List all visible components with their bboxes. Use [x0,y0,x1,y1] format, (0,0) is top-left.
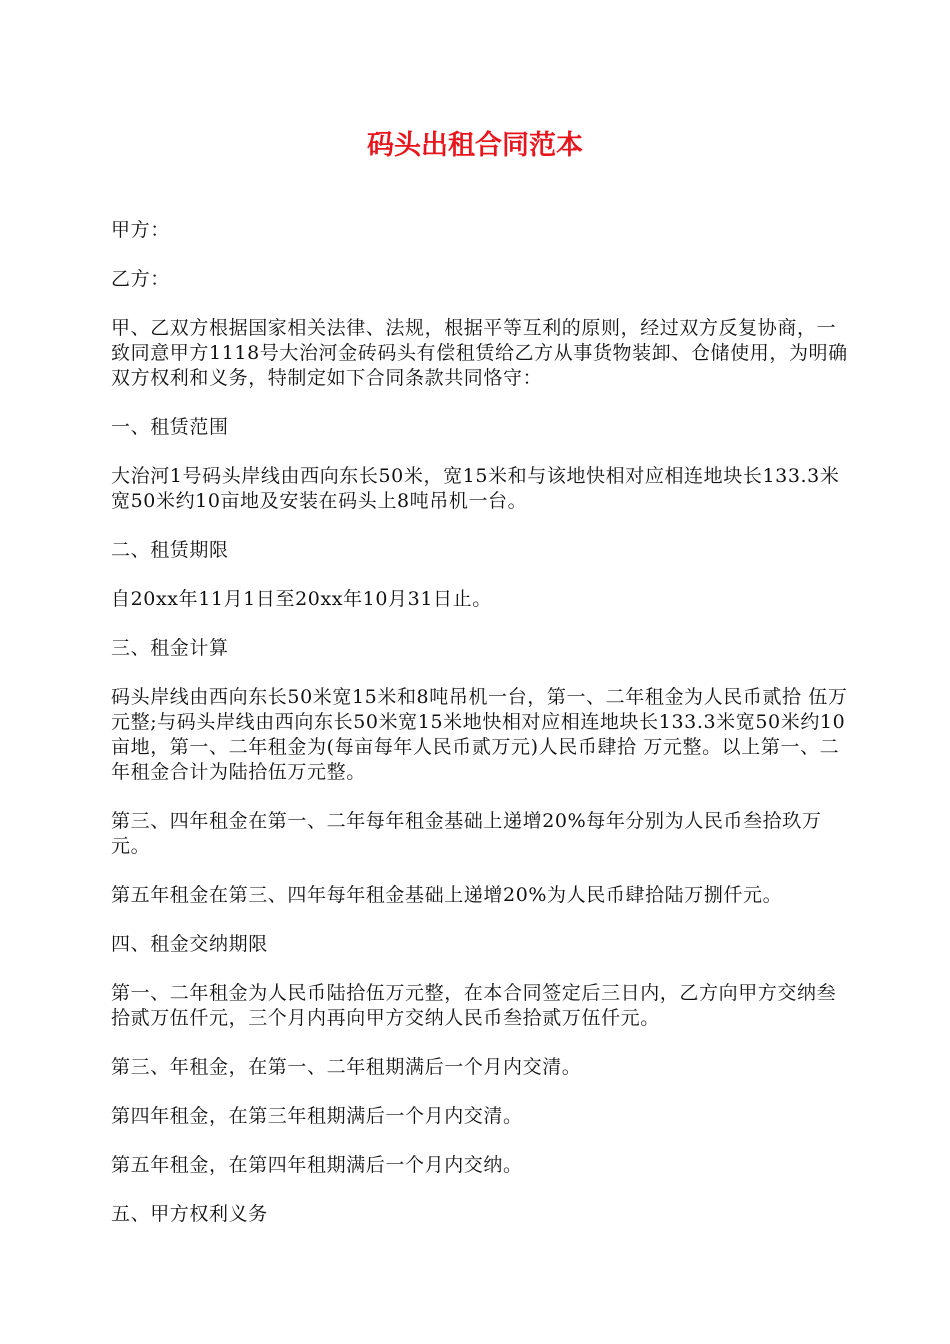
section-heading-lease-scope: 一、租赁范围 [111,416,229,438]
document-body [111,218,851,1251]
lease-term-paragraph: 自20xx年11月1日至20xx年10月31日止。 [111,588,492,610]
section-heading-payment-deadline: 四、租金交纳期限 [111,933,268,955]
payment-year-5-paragraph: 第五年租金，在第四年租期满后一个月内交纳。 [111,1154,523,1176]
lease-scope-paragraph: 大治河1号码头岸线由西向东长50米，宽15米和与该地快相对应相连地块长133.3米宽50米约10亩地及安装在码头上8吨吊机一台。 [111,465,840,512]
section-heading-lease-term: 二、租赁期限 [111,539,229,561]
payment-year-3-paragraph: 第三、年租金，在第一、二年租期满后一个月内交清。 [111,1056,582,1078]
document-title: 码头出租合同范本 [367,130,583,161]
payment-year-4-paragraph: 第四年租金，在第三年租期满后一个月内交清。 [111,1105,523,1127]
payment-years-1-2-paragraph: 第一、二年租金为人民币陆拾伍万元整，在本合同签定后三日内，乙方向甲方交纳叁拾贰万伍仟元，三个月内再向甲方交纳人民币叁拾贰万伍仟元。 [111,982,837,1029]
section-heading-party-a-rights: 五、甲方权利义务 [111,1203,268,1225]
rent-year-5-paragraph: 第五年租金在第三、四年每年租金基础上递增20%为人民币肆拾陆万捌仟元。 [111,884,783,906]
party-a-line: 甲方： [111,219,170,241]
section-heading-rent-calculation: 三、租金计算 [111,637,229,659]
party-b-line: 乙方： [111,268,170,290]
rent-years-3-4-paragraph: 第三、四年租金在第一、二年每年租金基础上递增20%每年分别为人民币叁拾玖万元。 [111,810,822,857]
preamble-paragraph: 甲、乙双方根据国家相关法律、法规，根据平等互利的原则，经过双方反复协商，一致同意甲方1118号大治河金砖码头有偿租赁给乙方从事货物装卸、仓储使用，为明确双方权利和义务，特制定如下合同条款共同恪守： [111,317,848,389]
rent-calculation-paragraph: 码头岸线由西向东长50米宽15米和8吨吊机一台，第一、二年租金为人民币贰拾 伍万元整;与码头岸线由西向东长50米宽15米地快相对应相连地块长133.3米宽50米约10亩地，第一、二年租金为(每亩每年人民币贰万元)人民币肆拾 万元整。以上第一、二年租金合计为陆拾伍万元整。 [111,686,848,783]
